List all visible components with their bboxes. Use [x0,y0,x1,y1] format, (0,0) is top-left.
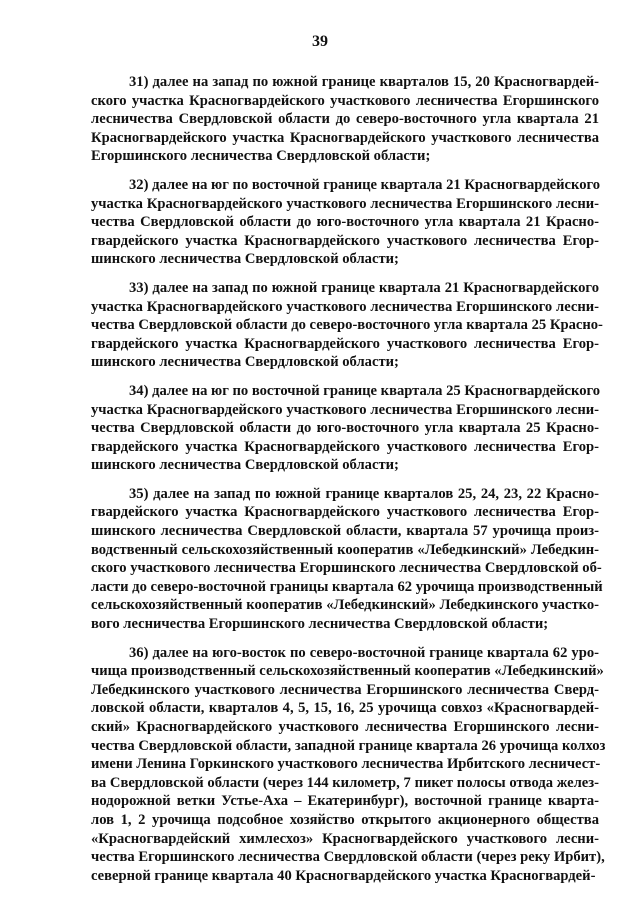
page-number: 39 [312,33,328,50]
text-line: ский» Красногвардейского участкового лесничества Егоршинского лесни- [91,719,599,735]
text-line: 33) далее на запад по южной границе квартала 21 Красногвардейского [129,279,599,296]
text-line: участка Красногвардейского участкового лесничества Егоршинского лесни- [91,298,599,315]
text-line: участка Красногвардейского участкового лесничества Егоршинского лесни- [91,401,599,418]
paragraph [91,382,599,475]
text-line: водственный сельскохозяйственный кооператив «Лебедкинский» Лебедкин- [91,541,599,558]
text-line: чества Свердловской области, западной границе квартала 26 урочища колхоз [91,737,606,754]
text-line: гвардейского участка Красногвардейского участкового лесничества Егор- [91,438,599,455]
paragraph [91,73,599,166]
paragraph [91,485,603,634]
text-line: шинского лесничества Свердловской области; [91,354,399,371]
paragraph [91,644,606,886]
text-line: ского участкового лесничества Егоршинского лесничества Свердловской об- [91,560,602,577]
text-line: сельскохозяйственный кооператив «Лебедкинский» Лебедкинского участко- [91,597,599,614]
text-line: 35) далее на запад по южной границе кварталов 25, 24, 23, 22 Красно- [129,485,599,502]
text-line: участка Красногвардейского участкового лесничества Егоршинского лесни- [91,195,599,212]
text-line: нодорожной ветки Устье-Аха – Екатеринбург), восточной границе кварта- [91,793,599,810]
text-line: 31) далее на запад по южной границе кварталов 15, 20 Красногвардей- [129,74,599,90]
text-line: чества Свердловской области до юго-восточного угла квартала 21 Красно- [91,214,599,231]
text-line: гвардейского участка Красногвардейского участкового лесничества Егор- [91,232,599,249]
text-line: чища производственный сельскохозяйственный кооператив «Лебедкинский» [91,663,604,680]
text-line: имени Ленина Горкинского участкового лесничества Ирбитского лесничест- [91,756,601,773]
text-line: 34) далее на юг по восточной границе квартала 25 Красногвардейского [129,382,601,399]
text-line: шинского лесничества Свердловской области, квартала 57 урочища произ- [91,523,599,540]
paragraph [91,279,603,372]
text-line: северной границе квартала 40 Красногвардейского участка Красногвардей- [91,867,596,884]
text-line: ласти до северо-восточной границы квартала 62 урочища производственный [91,578,603,595]
text-line: шинского лесничества Свердловской области; [91,251,399,268]
text-line: Лебедкинского участкового лесничества Егоршинского лесничества Сверд- [91,681,599,698]
text-line: Красногвардейского участка Красногвардейского участкового лесничества [91,129,599,146]
text-line: гвардейского участка Красногвардейского участкового лесничества Егор- [91,335,599,352]
text-line: ского участка Красногвардейского участкового лесничества Егоршинского [91,92,599,109]
text-line: чества Свердловской области до северо-восточного угла квартала 25 Красно- [91,317,603,334]
text-line: ловской области, кварталов 4, 5, 15, 16, 25 урочища совхоз «Красногвардей- [91,700,599,717]
text-line: 36) далее на юго-восток по северо-восточной границе квартала 62 уро- [129,644,599,661]
text-line: лесничества Свердловской области до северо-восточного угла квартала 21 [91,111,599,128]
text-line: гвардейского участка Красногвардейского участкового лесничества Егор- [91,504,599,521]
paragraph [91,176,599,269]
text-line: 32) далее на юг по восточной границе квартала 21 Красногвардейского [129,176,601,193]
text-line: чества Егоршинского лесничества Свердловской области (через реку Ирбит), [91,849,605,866]
text-line: ва Свердловской области (через 144 километр, 7 пикет полосы отвода желез- [91,774,599,791]
text-line: Егоршинского лесничества Свердловской области; [91,148,431,165]
text-line: «Красногвардейский химлесхоз» Красногвардейского участкового лесни- [91,830,599,847]
text-line: чества Свердловской области до юго-восточного угла квартала 25 Красно- [91,420,599,437]
text-line: шинского лесничества Свердловской области; [91,457,399,474]
document-body [91,73,606,895]
text-line: вого лесничества Егоршинского лесничества Свердловской области; [91,616,549,633]
text-line: лов 1, 2 урочища подсобное хозяйство открытого акционерного общества [91,811,599,828]
